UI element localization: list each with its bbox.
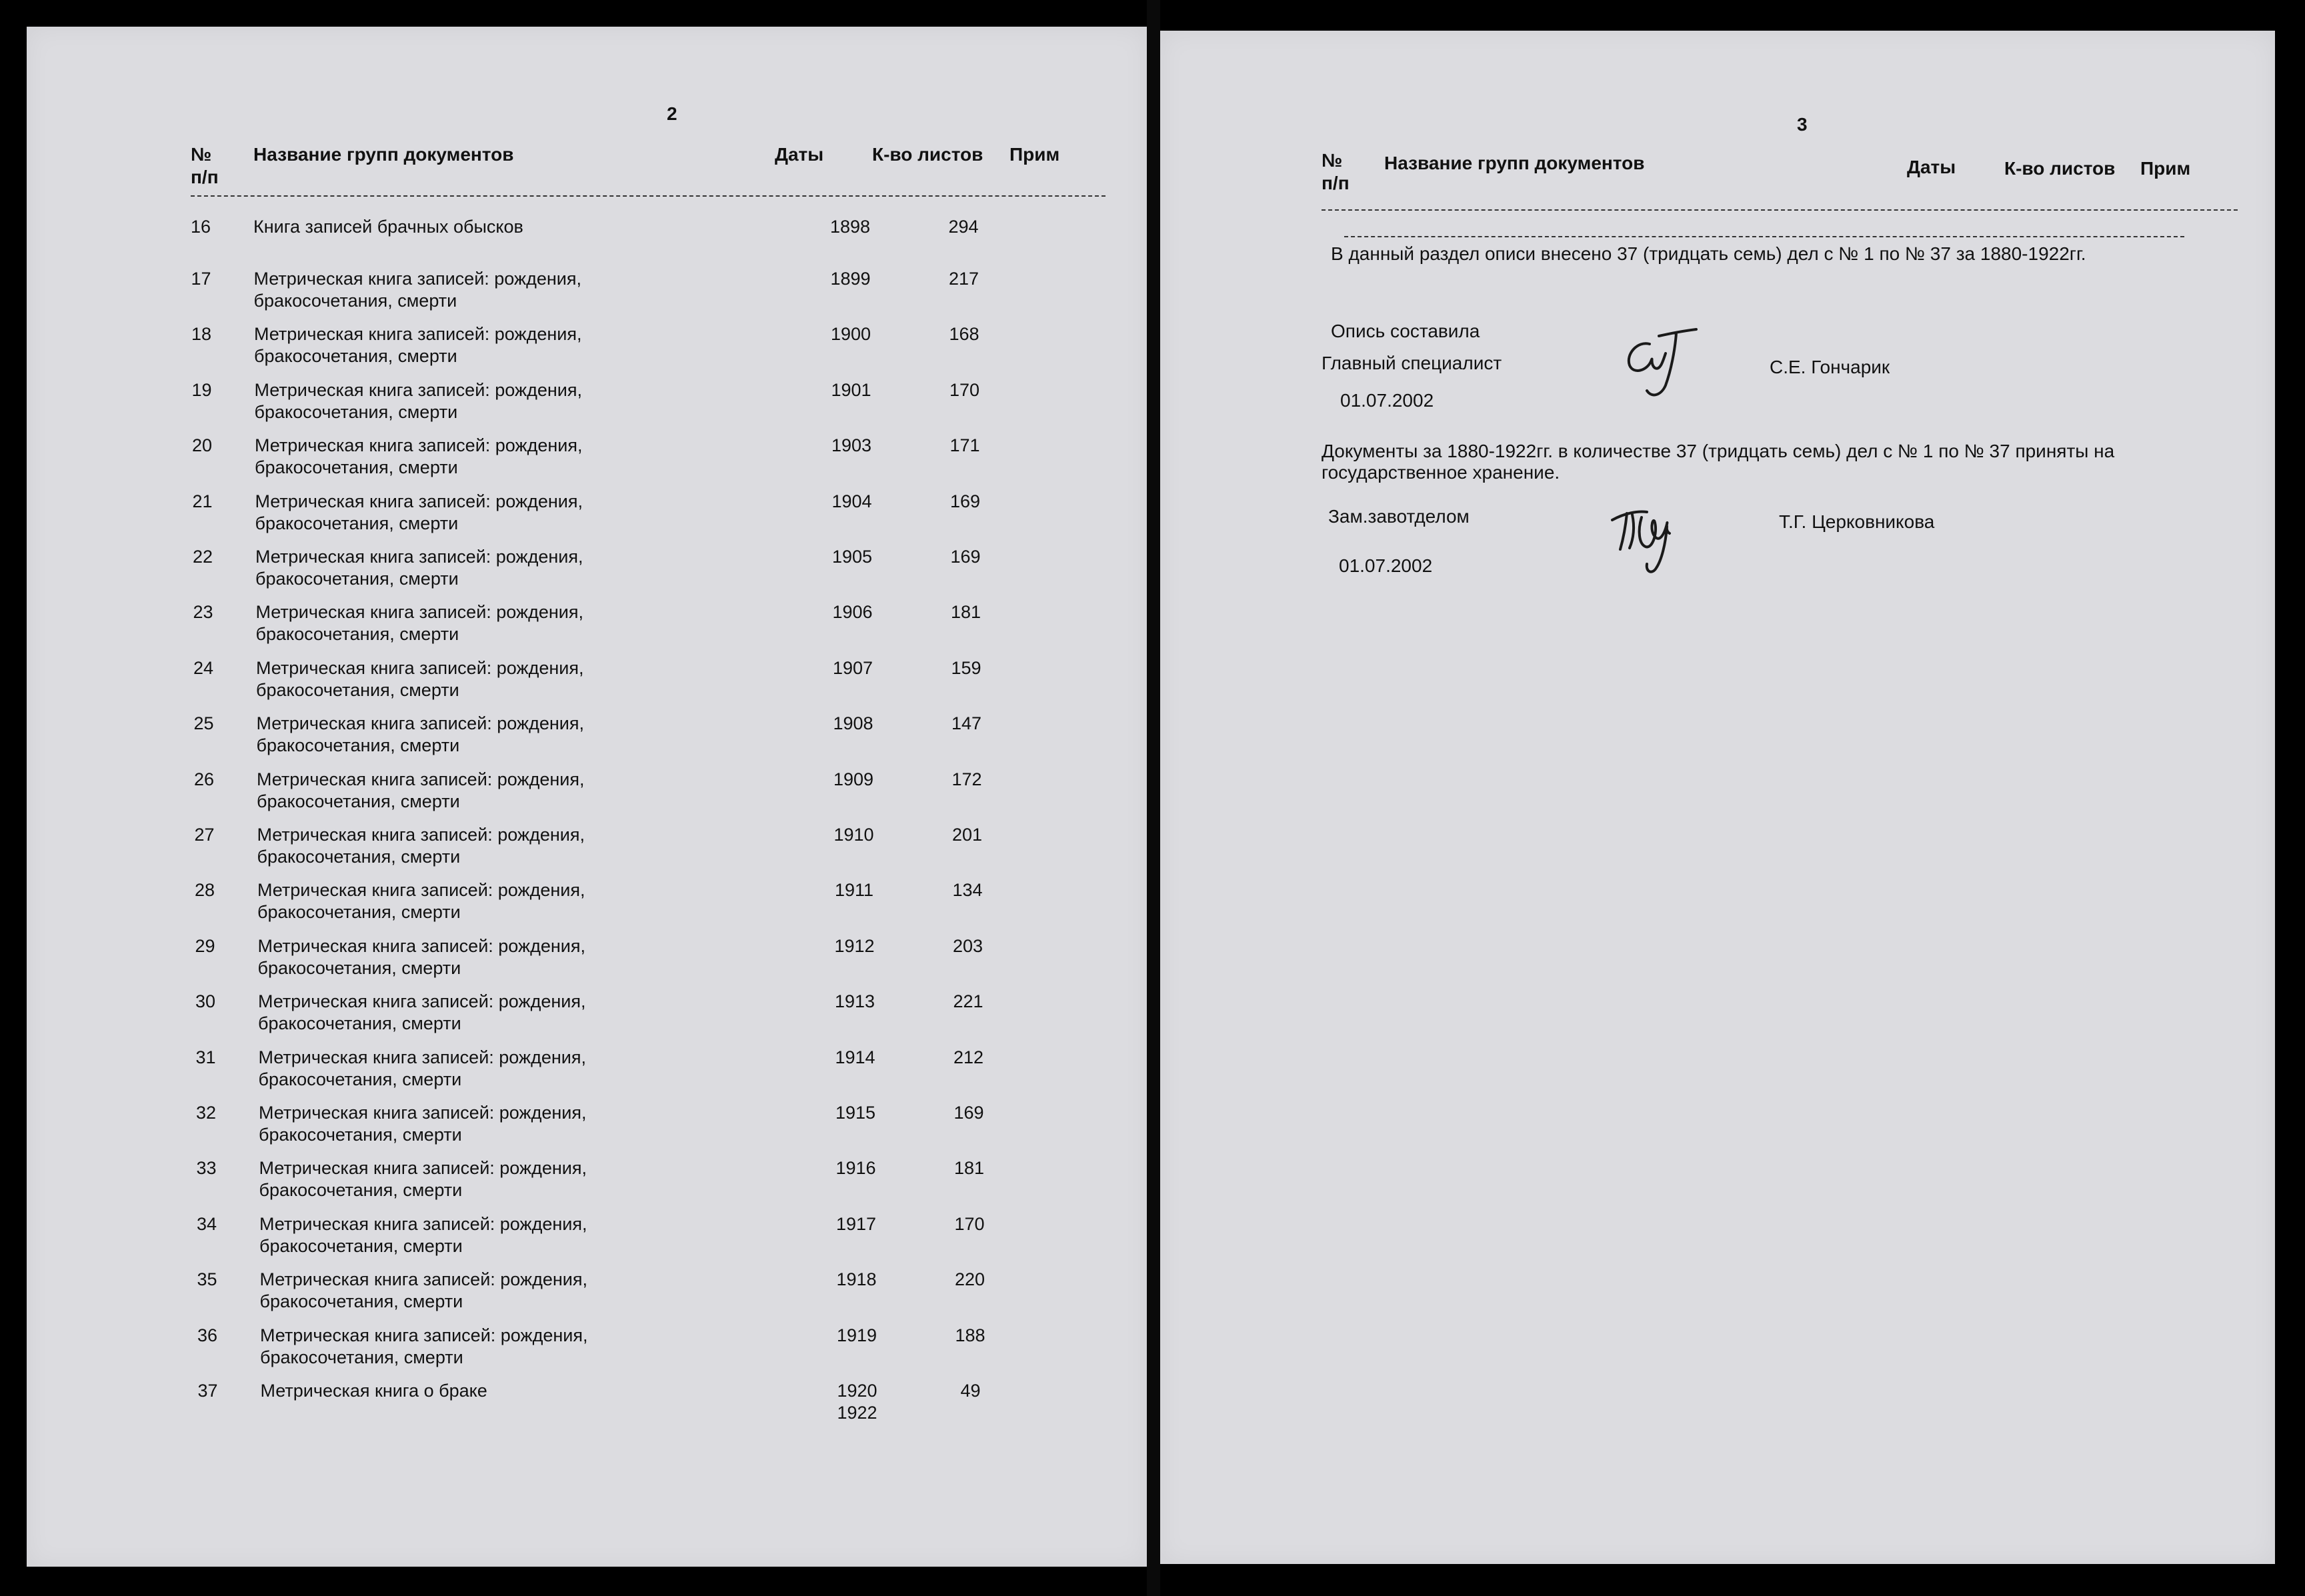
header-sheets: К-во листов bbox=[872, 144, 983, 165]
table-row bbox=[27, 1269, 1147, 1325]
row-title: Метрическая книга записей: рождения, бракосочетания, смерти bbox=[259, 1213, 587, 1256]
row-number: 31 bbox=[195, 1047, 216, 1067]
table-row bbox=[27, 323, 1147, 379]
table-row bbox=[27, 713, 1147, 769]
row-dates: 1919 bbox=[836, 1325, 877, 1345]
table-row bbox=[27, 824, 1147, 880]
row-sheets: 220 bbox=[954, 1269, 985, 1290]
header-title: Название групп документов bbox=[253, 144, 514, 165]
compiler-position: Главный специалист bbox=[1322, 353, 1502, 373]
row-sheets: 134 bbox=[952, 880, 983, 901]
row-title: Метрическая книга записей: рождения, бракосочетания, смерти bbox=[259, 1269, 587, 1312]
row-number: 26 bbox=[194, 769, 215, 789]
table-row bbox=[27, 1213, 1147, 1269]
row-sheets: 168 bbox=[949, 324, 979, 345]
row-number: 29 bbox=[195, 935, 215, 956]
table-row bbox=[27, 601, 1147, 657]
row-sheets: 181 bbox=[953, 1158, 985, 1179]
row-sheets: 212 bbox=[953, 1047, 984, 1067]
row-dates: 1915 bbox=[835, 1103, 876, 1123]
row-number: 34 bbox=[197, 1213, 217, 1234]
row-number: 27 bbox=[194, 825, 215, 845]
row-sheets: 171 bbox=[949, 435, 980, 456]
compiler-signature bbox=[1618, 324, 1711, 404]
row-number: 20 bbox=[192, 435, 213, 456]
table-row bbox=[27, 657, 1147, 713]
document-page-right bbox=[1160, 31, 2275, 1564]
compiler-name: С.Е. Гончарик bbox=[1770, 357, 1890, 377]
row-number: 23 bbox=[193, 602, 213, 623]
acceptance-text-line1: Документы за 1880-1922гг. в количестве 37 (тридцать семь) дел с № 1 по № 37 приняты на bbox=[1322, 441, 2115, 461]
row-dates: 1900 bbox=[830, 324, 871, 345]
table-row bbox=[27, 1047, 1147, 1103]
row-title: Метрическая книга записей: рождения, бракосочетания, смерти bbox=[255, 435, 583, 478]
row-number: 35 bbox=[197, 1269, 217, 1290]
row-title: Метрическая книга записей: рождения, бракосочетания, смерти bbox=[256, 657, 584, 700]
row-number: 18 bbox=[191, 324, 212, 345]
row-dates: 1907 bbox=[832, 657, 873, 678]
row-number: 25 bbox=[193, 713, 214, 734]
row-title: Метрическая книга записей: рождения, бракосочетания, смерти bbox=[257, 769, 585, 811]
table-row bbox=[27, 769, 1147, 825]
acceptor-position: Зам.завотделом bbox=[1328, 506, 1470, 527]
row-sheets: 159 bbox=[951, 657, 981, 678]
row-number: 30 bbox=[195, 991, 216, 1012]
row-dates: 1911 bbox=[834, 880, 874, 901]
table-row bbox=[27, 268, 1147, 324]
row-title: Метрическая книга о браке bbox=[260, 1381, 487, 1401]
row-title: Метрическая книга записей: рождения, бракосочетания, смерти bbox=[260, 1325, 588, 1367]
document-page-left bbox=[27, 27, 1147, 1567]
row-dates: 1899 bbox=[830, 269, 871, 289]
row-number: 33 bbox=[196, 1158, 217, 1179]
row-sheets: 221 bbox=[953, 991, 983, 1012]
row-dates: 1908 bbox=[833, 713, 873, 734]
header-note: Прим bbox=[1009, 144, 1060, 165]
header-num: № п/п bbox=[191, 144, 219, 187]
row-title: Метрическая книга записей: рождения, бракосочетания, смерти bbox=[259, 1158, 587, 1201]
table-row bbox=[27, 379, 1147, 435]
summary-text: В данный раздел описи внесено 37 (тридцать семь) дел с № 1 по № 37 за 1880-1922гг. bbox=[1331, 243, 2086, 264]
table-row bbox=[27, 491, 1147, 547]
row-dates: 1901 bbox=[831, 379, 871, 400]
row-title: Метрическая книга записей: рождения, бракосочетания, смерти bbox=[258, 991, 586, 1034]
row-title: Метрическая книга записей: рождения, бракосочетания, смерти bbox=[259, 1103, 587, 1145]
row-title: Метрическая книга записей: рождения, бракосочетания, смерти bbox=[255, 491, 583, 533]
row-number: 22 bbox=[193, 547, 213, 567]
row-sheets: 147 bbox=[951, 713, 982, 734]
row-dates: 1910 bbox=[833, 825, 874, 845]
row-number: 32 bbox=[196, 1103, 217, 1123]
row-sheets: 217 bbox=[948, 269, 979, 289]
compiled-label: Опись составила bbox=[1331, 321, 1480, 341]
row-title: Метрическая книга записей: рождения, бракосочетания, смерти bbox=[254, 379, 582, 422]
row-title: Книга записей брачных обысков bbox=[253, 217, 523, 237]
header-num: № п/п bbox=[1322, 150, 1350, 193]
row-sheets: 181 bbox=[950, 602, 981, 623]
page-number: 3 bbox=[1797, 114, 1808, 135]
header-dates: Даты bbox=[1907, 157, 1956, 177]
table-row bbox=[27, 546, 1147, 602]
row-sheets: 169 bbox=[949, 491, 981, 511]
page-gutter bbox=[1147, 0, 1160, 1596]
row-number: 21 bbox=[192, 491, 213, 511]
row-sheets: 170 bbox=[949, 379, 980, 400]
row-number: 17 bbox=[191, 269, 211, 289]
row-number: 24 bbox=[193, 657, 214, 678]
row-dates: 1918 bbox=[836, 1269, 877, 1290]
acceptance-text-line2: государственное хранение. bbox=[1322, 462, 1560, 483]
row-number: 28 bbox=[195, 880, 215, 901]
row-number: 37 bbox=[197, 1381, 218, 1401]
accepted-date: 01.07.2002 bbox=[1339, 555, 1433, 576]
row-title: Метрическая книга записей: рождения, бракосочетания, смерти bbox=[258, 1047, 586, 1089]
row-dates: 1903 bbox=[831, 435, 872, 456]
row-sheets: 188 bbox=[955, 1325, 985, 1345]
row-title: Метрическая книга записей: рождения, бракосочетания, смерти bbox=[257, 880, 585, 923]
row-number: 19 bbox=[191, 379, 212, 400]
summary-divider bbox=[1344, 236, 2184, 237]
row-sheets: 201 bbox=[951, 825, 983, 845]
row-sheets: 172 bbox=[951, 769, 982, 789]
acceptor-signature bbox=[1598, 493, 1698, 580]
header-sheets: К-во листов bbox=[2004, 158, 2116, 179]
row-dates: 1909 bbox=[833, 769, 874, 789]
row-title: Метрическая книга записей: рождения, бракосочетания, смерти bbox=[254, 324, 582, 367]
row-dates: 1905 bbox=[831, 547, 873, 567]
row-dates: 1913 bbox=[834, 991, 875, 1012]
row-dates: 1898 bbox=[829, 217, 871, 237]
table-row bbox=[27, 991, 1147, 1047]
table-row bbox=[27, 879, 1147, 935]
row-dates: 1904 bbox=[831, 491, 872, 511]
row-sheets: 294 bbox=[948, 217, 979, 237]
header-dates: Даты bbox=[775, 144, 824, 165]
table-row bbox=[27, 1325, 1147, 1381]
row-sheets: 49 bbox=[960, 1381, 981, 1401]
row-title: Метрическая книга записей: рождения, бракосочетания, смерти bbox=[253, 269, 581, 311]
row-sheets: 169 bbox=[953, 1103, 984, 1123]
row-dates: 1912 bbox=[834, 935, 875, 956]
row-number: 36 bbox=[197, 1325, 218, 1345]
row-dates: 1917 bbox=[835, 1213, 877, 1234]
row-title: Метрическая книга записей: рождения, бракосочетания, смерти bbox=[257, 935, 585, 978]
table-row bbox=[27, 1157, 1147, 1213]
header-divider bbox=[191, 195, 1105, 197]
header-title: Название групп документов bbox=[1384, 153, 1645, 173]
row-title: Метрическая книга записей: рождения, бракосочетания, смерти bbox=[257, 825, 585, 867]
row-sheets: 170 bbox=[954, 1213, 985, 1234]
row-title: Метрическая книга записей: рождения, бракосочетания, смерти bbox=[255, 602, 583, 645]
page-number: 2 bbox=[667, 103, 677, 124]
row-dates: 1906 bbox=[832, 602, 873, 623]
row-dates: 1916 bbox=[835, 1158, 876, 1179]
row-dates: 1914 bbox=[835, 1047, 875, 1067]
row-title: Метрическая книга записей: рождения, бракосочетания, смерти bbox=[256, 713, 584, 756]
header-divider bbox=[1322, 209, 2238, 211]
table-row bbox=[27, 435, 1147, 491]
row-number: 16 bbox=[191, 217, 211, 237]
table-row bbox=[27, 1102, 1147, 1158]
row-title: Метрическая книга записей: рождения, бракосочетания, смерти bbox=[255, 547, 583, 589]
table-row bbox=[27, 216, 1147, 272]
row-sheets: 203 bbox=[952, 935, 983, 956]
table-row bbox=[27, 935, 1147, 991]
acceptor-name: Т.Г. Церковникова bbox=[1779, 511, 1935, 532]
row-dates: 1920 1922 bbox=[837, 1381, 877, 1423]
header-note: Прим bbox=[2140, 158, 2191, 179]
table-row bbox=[27, 1380, 1147, 1436]
compiled-date: 01.07.2002 bbox=[1340, 390, 1434, 411]
row-sheets: 169 bbox=[950, 547, 981, 567]
